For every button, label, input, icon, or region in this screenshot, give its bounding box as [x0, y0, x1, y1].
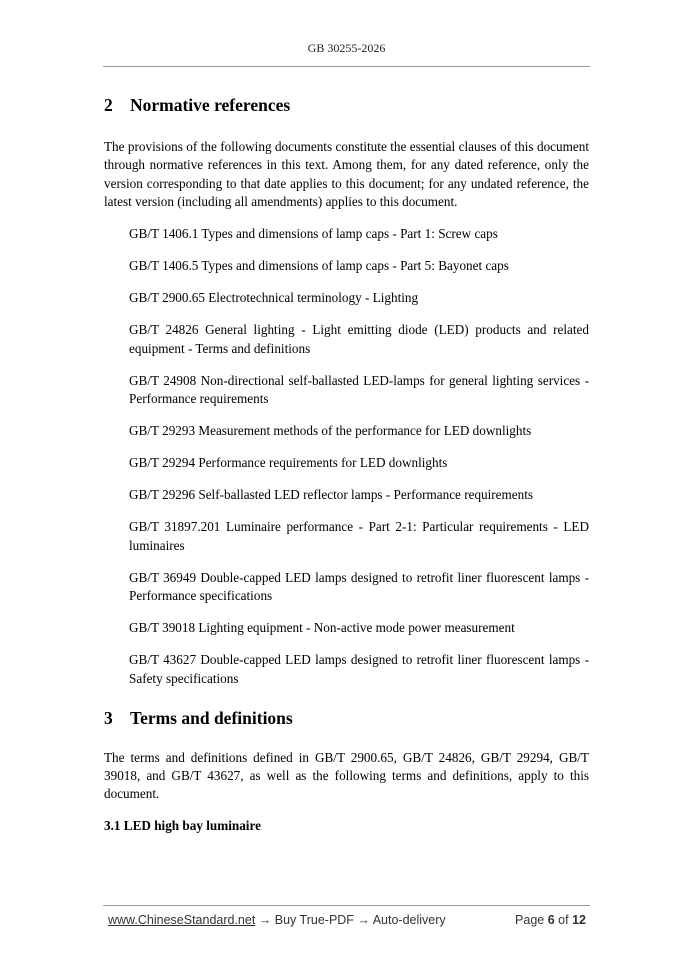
footer-tagline: → Buy True-PDF → Auto-delivery [255, 913, 446, 927]
section-number: 2 [104, 95, 113, 115]
reference-item: GB/T 1406.5 Types and dimensions of lamp caps - Part 5: Bayonet caps [129, 258, 509, 274]
reference-item: GB/T 24908 Non-directional self-ballasted LED-lamps for general lighting services - Performance requirements [129, 372, 589, 406]
section-3-intro: The terms and definitions defined in GB/T 2900.65, GB/T 24826, GB/T 29294, GB/T 39018, and GB/T 43627, as well as the following terms and definitions, apply to this document. [104, 749, 589, 802]
reference-item: GB/T 29293 Measurement methods of the performance for LED downlights [129, 423, 532, 439]
page-indicator [515, 913, 586, 927]
reference-item: GB/T 29294 Performance requirements for LED downlights [129, 455, 448, 471]
section-2-heading [104, 93, 589, 117]
section-title: Terms and definitions [130, 707, 293, 728]
reference-item: GB/T 2900.65 Electrotechnical terminology - Lighting [129, 290, 419, 306]
page-header: GB 30255-2026 [307, 41, 386, 55]
reference-item: GB/T 39018 Lighting equipment - Non-active mode power measurement [129, 620, 515, 636]
reference-item: GB/T 24826 General lighting - Light emitting diode (LED) products and related equipment - Terms and definitions [129, 322, 589, 356]
subsection-heading: 3.1 LED high bay luminaire [104, 817, 261, 833]
section-title: Normative references [130, 95, 291, 115]
document-body [104, 93, 589, 835]
footer-rule [103, 905, 590, 906]
reference-list [104, 225, 589, 688]
footer-promo [108, 913, 446, 927]
section-3-heading [104, 706, 589, 730]
reference-item: GB/T 31897.201 Luminaire performance - Part 2-1: Particular requirements - LED luminaires [129, 519, 589, 553]
reference-item: GB/T 36949 Double-capped LED lamps designed to retrofit liner fluorescent lamps - Performance specifications [129, 569, 589, 604]
section-number: 3 [104, 707, 113, 728]
reference-item: GB/T 1406.1 Types and dimensions of lamp caps - Part 1: Screw caps [129, 225, 498, 241]
page-total: 12 [572, 913, 586, 927]
section-2-intro: The provisions of the following documents constitute the essential clauses of this document through normative references in this text. Among them, for any dated reference, only the version corresponding to that date applies to this document; for any undated reference, the latest version (including all amendments) applies to this document. [104, 139, 589, 209]
page-label: Page [515, 913, 545, 927]
reference-item: GB/T 29296 Self-ballasted LED reflector lamps - Performance requirements [129, 487, 534, 503]
page-footer [108, 913, 586, 927]
page-current: 6 [547, 913, 555, 927]
page-of-label: of [558, 913, 569, 927]
reference-item: GB/T 43627 Double-capped LED lamps designed to retrofit liner fluorescent lamps - Safety specifications [129, 652, 589, 686]
site-link[interactable]: www.ChineseStandard.net [108, 913, 256, 927]
header-rule [103, 66, 590, 67]
